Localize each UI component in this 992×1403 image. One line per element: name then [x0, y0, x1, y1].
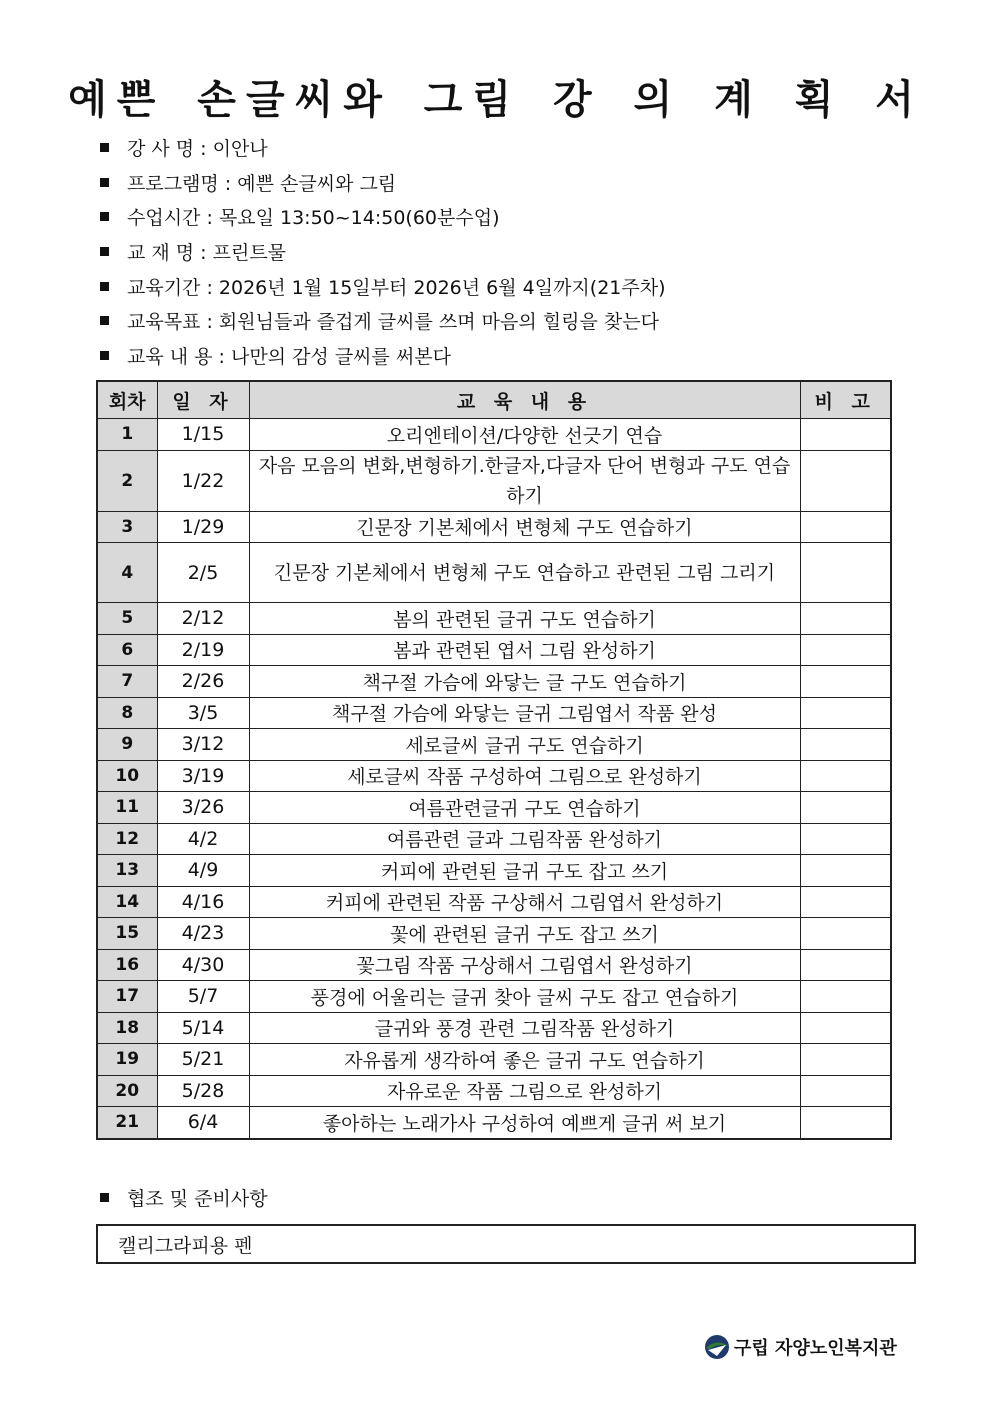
session-number: 16 [97, 949, 157, 981]
session-content: 긴문장 기본체에서 변형체 구도 연습하고 관련된 그림 그리기 [249, 543, 800, 603]
session-date: 2/12 [157, 603, 249, 635]
session-date: 3/19 [157, 760, 249, 792]
session-number: 18 [97, 1012, 157, 1044]
session-number: 8 [97, 697, 157, 729]
table-row [97, 634, 891, 666]
lesson-plan-table [96, 380, 892, 1140]
session-content: 꽃에 관련된 글귀 구도 잡고 쓰기 [249, 918, 800, 950]
session-date: 4/9 [157, 855, 249, 887]
session-note [800, 823, 891, 855]
session-content: 글귀와 풍경 관련 그림작품 완성하기 [249, 1012, 800, 1044]
session-note [800, 760, 891, 792]
table-row [97, 543, 891, 603]
info-instructor: 강 사 명 : 이안나 [100, 130, 666, 165]
session-note [800, 855, 891, 887]
session-content: 세로글씨 작품 구성하여 그림으로 완성하기 [249, 760, 800, 792]
bullet-icon [100, 1193, 109, 1202]
session-content: 긴문장 기본체에서 변형체 구도 연습하기 [249, 511, 800, 543]
info-time: 수업시간 : 목요일 13:50~14:50(60분수업) [100, 199, 666, 234]
session-content: 봄과 관련된 엽서 그림 완성하기 [249, 634, 800, 666]
bullet-icon [100, 143, 109, 152]
session-note [800, 949, 891, 981]
page-title: 예쁜 손글씨와 그림 강 의 계 획 서 [68, 77, 924, 123]
session-date: 1/22 [157, 450, 249, 511]
session-number: 20 [97, 1075, 157, 1107]
session-note [800, 981, 891, 1013]
table-row [97, 855, 891, 887]
bullet-icon [100, 178, 109, 187]
session-content: 책구절 가슴에 와닿는 글 구도 연습하기 [249, 666, 800, 698]
table-row [97, 697, 891, 729]
session-number: 1 [97, 419, 157, 451]
header-date: 일 자 [157, 381, 249, 419]
session-number: 3 [97, 511, 157, 543]
table-row [97, 918, 891, 950]
session-date: 3/26 [157, 792, 249, 824]
table-row [97, 1044, 891, 1076]
session-content: 커피에 관련된 글귀 구도 잡고 쓰기 [249, 855, 800, 887]
session-note [800, 419, 891, 451]
info-content: 교육 내 용 : 나만의 감성 글씨를 써본다 [100, 338, 666, 373]
session-number: 15 [97, 918, 157, 950]
session-date: 2/19 [157, 634, 249, 666]
prep-box: 캘리그라피용 펜 [96, 1224, 916, 1264]
table-row [97, 419, 891, 451]
table-row [97, 511, 891, 543]
session-content: 좋아하는 노래가사 구성하여 예쁘게 글귀 써 보기 [249, 1107, 800, 1139]
session-note [800, 792, 891, 824]
session-note [800, 1075, 891, 1107]
bullet-icon [100, 316, 109, 325]
footer-org: 구립 자양노인복지관 [704, 1334, 897, 1360]
session-number: 10 [97, 760, 157, 792]
info-material: 교 재 명 : 프린트물 [100, 234, 666, 269]
program-info [100, 130, 666, 373]
session-note [800, 543, 891, 603]
session-content: 자유로운 작품 그림으로 완성하기 [249, 1075, 800, 1107]
bullet-icon [100, 351, 109, 360]
table-row [97, 729, 891, 761]
session-date: 5/14 [157, 1012, 249, 1044]
session-date: 5/21 [157, 1044, 249, 1076]
session-content: 커피에 관련된 작품 구상해서 그림엽서 완성하기 [249, 886, 800, 918]
session-note [800, 886, 891, 918]
session-number: 4 [97, 543, 157, 603]
prep-section-label: 협조 및 준비사항 [100, 1180, 268, 1214]
organization-logo-icon [704, 1334, 730, 1360]
session-content: 풍경에 어울리는 글귀 찾아 글씨 구도 잡고 연습하기 [249, 981, 800, 1013]
session-number: 21 [97, 1107, 157, 1139]
session-date: 4/2 [157, 823, 249, 855]
session-note [800, 918, 891, 950]
session-note [800, 511, 891, 543]
session-number: 14 [97, 886, 157, 918]
session-date: 4/30 [157, 949, 249, 981]
session-note [800, 666, 891, 698]
session-content: 자유롭게 생각하여 좋은 글귀 구도 연습하기 [249, 1044, 800, 1076]
session-note [800, 450, 891, 511]
session-note [800, 603, 891, 635]
session-date: 3/5 [157, 697, 249, 729]
table-row [97, 792, 891, 824]
session-content: 자음 모음의 변화,변형하기.한글자,다글자 단어 변형과 구도 연습하기 [249, 450, 800, 511]
session-content: 책구절 가슴에 와닿는 글귀 그림엽서 작품 완성 [249, 697, 800, 729]
session-number: 9 [97, 729, 157, 761]
session-date: 1/29 [157, 511, 249, 543]
session-number: 7 [97, 666, 157, 698]
session-number: 19 [97, 1044, 157, 1076]
session-note [800, 729, 891, 761]
table-row [97, 1107, 891, 1139]
info-period: 교육기간 : 2026년 1월 15일부터 2026년 6월 4일까지(21주차) [100, 269, 666, 304]
table-row [97, 823, 891, 855]
session-number: 5 [97, 603, 157, 635]
session-note [800, 634, 891, 666]
bullet-icon [100, 282, 109, 291]
session-date: 3/12 [157, 729, 249, 761]
session-note [800, 1107, 891, 1139]
session-note [800, 1044, 891, 1076]
bullet-icon [100, 212, 109, 221]
header-note: 비 고 [800, 381, 891, 419]
session-number: 11 [97, 792, 157, 824]
session-content: 꽃그림 작품 구상해서 그림엽서 완성하기 [249, 949, 800, 981]
session-number: 2 [97, 450, 157, 511]
session-date: 4/23 [157, 918, 249, 950]
session-content: 세로글씨 글귀 구도 연습하기 [249, 729, 800, 761]
session-note [800, 1012, 891, 1044]
session-date: 5/28 [157, 1075, 249, 1107]
info-goal: 교육목표 : 회원님들과 즐겁게 글씨를 쓰며 마음의 힐링을 찾는다 [100, 303, 666, 338]
session-date: 4/16 [157, 886, 249, 918]
table-row [97, 949, 891, 981]
session-date: 1/15 [157, 419, 249, 451]
session-content: 여름관련글귀 구도 연습하기 [249, 792, 800, 824]
table-row [97, 981, 891, 1013]
header-content: 교 육 내 용 [249, 381, 800, 419]
bullet-icon [100, 247, 109, 256]
table-row [97, 886, 891, 918]
info-program: 프로그램명 : 예쁜 손글씨와 그림 [100, 165, 666, 200]
table-row [97, 760, 891, 792]
session-date: 2/5 [157, 543, 249, 603]
table-row [97, 450, 891, 511]
session-number: 12 [97, 823, 157, 855]
session-note [800, 697, 891, 729]
header-session: 회차 [97, 381, 157, 419]
table-row [97, 666, 891, 698]
table-row [97, 1012, 891, 1044]
session-number: 17 [97, 981, 157, 1013]
session-date: 5/7 [157, 981, 249, 1013]
table-row [97, 603, 891, 635]
table-header-row [97, 381, 891, 419]
table-row [97, 1075, 891, 1107]
session-content: 오리엔테이션/다양한 선긋기 연습 [249, 419, 800, 451]
session-content: 여름관련 글과 그림작품 완성하기 [249, 823, 800, 855]
session-date: 6/4 [157, 1107, 249, 1139]
session-content: 봄의 관련된 글귀 구도 연습하기 [249, 603, 800, 635]
session-number: 13 [97, 855, 157, 887]
session-date: 2/26 [157, 666, 249, 698]
session-number: 6 [97, 634, 157, 666]
